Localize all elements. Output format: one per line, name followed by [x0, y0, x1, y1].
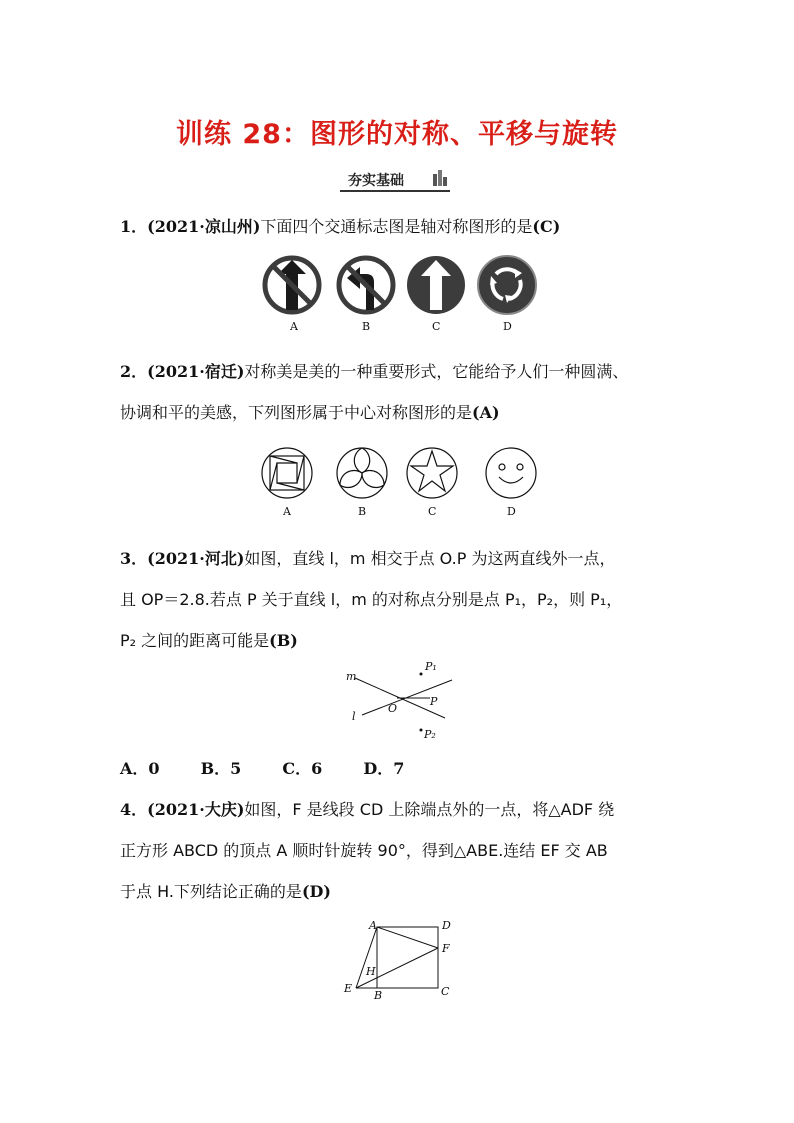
q3-line2: 且 OP＝2.8.若点 P 关于直线 l，m 的对称点分别是点 P₁，P₂，则 P₁，	[120, 590, 623, 609]
label-c: C	[441, 985, 450, 998]
point-p2	[420, 729, 423, 732]
section-heading	[348, 170, 404, 190]
segment-af	[377, 927, 438, 948]
q2-label-a: A	[283, 505, 291, 518]
figure-a-icon	[262, 448, 312, 498]
label-o: O	[388, 702, 398, 715]
section-label: 夯实基础	[348, 173, 404, 189]
label-p1: P₁	[425, 660, 437, 673]
building-icon	[430, 168, 450, 188]
q1-label-b: B	[362, 320, 371, 333]
sign-b-icon	[339, 258, 393, 312]
q1-label-a: A	[290, 320, 298, 333]
label-p: P	[430, 695, 438, 708]
q3-options	[120, 756, 440, 779]
q4-line2: 正方形 ABCD 的顶点 A 顺时针旋转 90°，得到△ABE.连结 EF 交 AB	[120, 841, 608, 860]
label-m: m	[346, 670, 357, 683]
q1-figure	[250, 252, 550, 337]
q3-option-b: B．5	[200, 759, 242, 778]
page-title: 训练 28：图形的对称、平移与旋转	[176, 119, 618, 150]
label-e: E	[344, 982, 353, 995]
q4-line3: 于点 H.下列结论正确的是(D)	[120, 882, 331, 901]
label-b: B	[374, 989, 383, 1000]
figure-d-icon	[486, 448, 536, 498]
q3-option-d: D．7	[363, 759, 405, 778]
label-l: l	[352, 710, 356, 723]
sign-d-icon	[478, 256, 536, 314]
label-p2: P₂	[424, 728, 436, 741]
point-p1	[420, 673, 423, 676]
q2-label-b: B	[358, 505, 367, 518]
q3-option-a: A．0	[120, 759, 160, 778]
label-f: F	[442, 942, 450, 955]
q3-line3: P₂ 之间的距离可能是(B)	[120, 631, 298, 650]
q3-figure	[340, 660, 470, 742]
square-abcd	[377, 927, 438, 988]
section-rule	[340, 190, 450, 192]
q1-text: 1．(2021·凉山州)下面四个交通标志图是轴对称图形的是(C)	[120, 217, 561, 236]
q4-line1: 4．(2021·大庆)如图，F 是线段 CD 上除端点外的一点，将△ADF 绕	[120, 800, 615, 819]
q4-figure	[338, 915, 468, 1000]
q2-line1: 2．(2021·宿迁)对称美是美的一种重要形式，它能给予人们一种圆满、	[120, 362, 629, 381]
q2-label-c: C	[428, 505, 437, 518]
q3-option-c: C．6	[282, 759, 323, 778]
sign-a-icon	[265, 258, 319, 312]
figure-c-icon	[407, 448, 457, 498]
q3-line1: 3．(2021·河北)如图，直线 l，m 相交于点 O.P 为这两直线外一点，	[120, 549, 616, 568]
q2-label-d: D	[507, 505, 516, 518]
q2-line2: 协调和平的美感，下列图形属于中心对称图形的是(A)	[120, 403, 500, 422]
q1-label-c: C	[432, 320, 441, 333]
figure-b-icon	[337, 448, 387, 498]
label-a: A	[369, 919, 377, 932]
label-h: H	[366, 965, 376, 978]
q1-label-d: D	[503, 320, 512, 333]
sign-c-icon	[407, 256, 465, 314]
q2-figure	[255, 445, 545, 523]
label-d: D	[442, 919, 451, 932]
